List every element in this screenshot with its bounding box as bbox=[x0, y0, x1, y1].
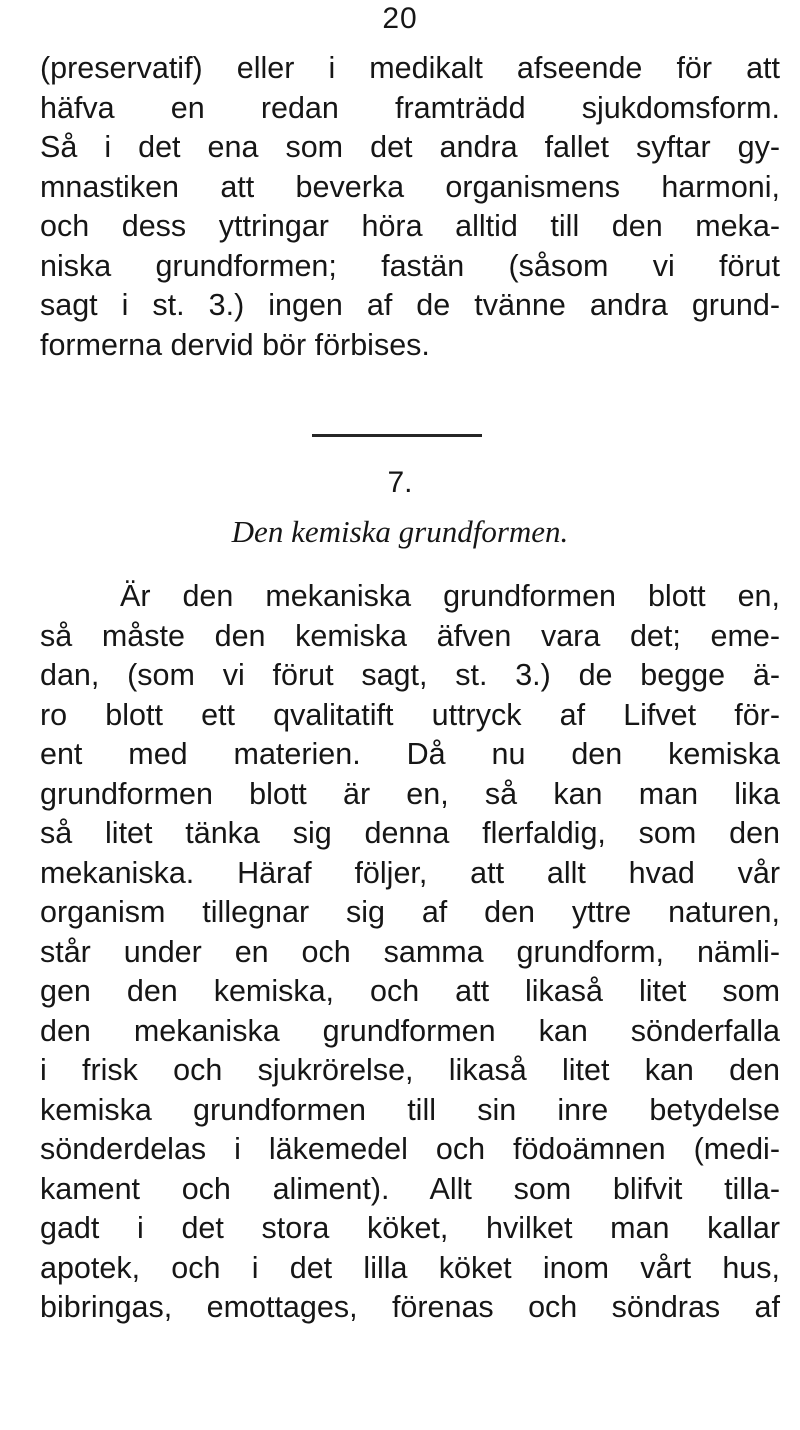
text-line: Så i det ena som det andra fallet syftar gy- bbox=[40, 130, 780, 164]
section-number: 7. bbox=[387, 466, 413, 499]
text-line: Är den mekaniska grundformen blott en, bbox=[120, 579, 780, 613]
text-line: sönderdelas i läkemedel och födoämnen (medi- bbox=[40, 1132, 780, 1166]
text-line: och dess yttringar höra alltid till den meka- bbox=[40, 209, 780, 243]
text-line: organism tillegnar sig af den yttre naturen, bbox=[40, 895, 780, 929]
text-line: gen den kemiska, och att likaså litet som bbox=[40, 974, 780, 1008]
text-line: bibringas, emottages, förenas och söndras af bbox=[40, 1290, 780, 1324]
top-paragraph bbox=[40, 49, 780, 365]
text-line: kament och aliment). Allt som blifvit tilla- bbox=[40, 1171, 780, 1206]
text-line: så litet tänka sig denna flerfaldig, som den bbox=[40, 816, 780, 850]
section-divider bbox=[312, 434, 482, 437]
text-line: står under en och samma grundform, nämli- bbox=[40, 934, 780, 969]
text-line: dan, (som vi förut sagt, st. 3.) de begge ä- bbox=[40, 658, 780, 692]
text-line: ro blott ett qvalitatift uttryck af Lifvet för- bbox=[40, 697, 780, 732]
text-line: apotek, och i det lilla köket inom vårt hus, bbox=[40, 1250, 780, 1285]
body-paragraph bbox=[40, 577, 780, 1328]
text-line: sagt i st. 3.) ingen af de tvänne andra grund- bbox=[40, 288, 780, 322]
text-line: mekaniska. Häraf följer, att allt hvad vår bbox=[40, 855, 780, 890]
text-line: gadt i det stora köket, hvilket man kallar bbox=[40, 1211, 780, 1245]
page-number: 20 bbox=[382, 2, 418, 35]
text-line: grundformen blott är en, så kan man lika bbox=[40, 776, 780, 811]
text-line: niska grundformen; fastän (såsom vi förut bbox=[40, 248, 780, 283]
text-line: (preservatif) eller i medikalt afseende för att bbox=[40, 51, 780, 85]
text-line: kemiska grundformen till sin inre betydelse bbox=[40, 1092, 780, 1127]
text-line: i frisk och sjukrörelse, likaså litet kan den bbox=[40, 1053, 780, 1087]
text-line: ent med materien. Då nu den kemiska bbox=[40, 737, 780, 771]
text-line: formerna dervid bör förbises. bbox=[40, 327, 430, 362]
text-line: så måste den kemiska äfven vara det; eme- bbox=[40, 618, 780, 653]
text-line: häfva en redan framträdd sjukdomsform. bbox=[40, 90, 780, 125]
section-title: Den kemiska grundformen. bbox=[231, 514, 569, 549]
text-line: den mekaniska grundformen kan sönderfalla bbox=[40, 1013, 780, 1048]
text-line: mnastiken att beverka organismens harmoni, bbox=[40, 169, 780, 204]
